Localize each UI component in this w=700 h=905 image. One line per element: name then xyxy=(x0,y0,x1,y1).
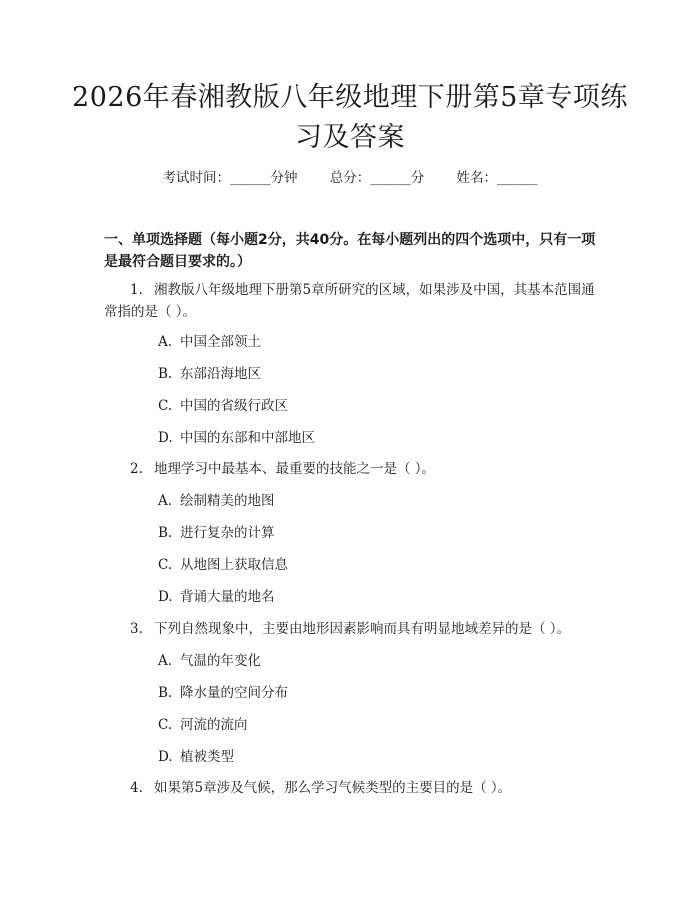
option-text: 气温的年变化 xyxy=(180,653,261,669)
option-letter: A. xyxy=(158,653,173,669)
option-text: 中国的东部和中部地区 xyxy=(180,430,315,446)
total-score: 总分：______分 xyxy=(329,170,425,186)
section-heading: 一、单项选择题（每小题2分，共40分。在每小题列出的四个选项中，只有一项是最符合题目要求的。） xyxy=(104,232,596,270)
option-1d xyxy=(158,428,315,448)
option-text: 东部沿海地区 xyxy=(180,366,261,382)
option-2a xyxy=(158,491,275,511)
option-letter: D. xyxy=(158,749,173,765)
exam-info xyxy=(0,168,700,188)
page-title: 2026年春湘教版八年级地理下册第5章专项练习及答案 xyxy=(72,82,628,153)
question-4 xyxy=(104,777,604,799)
question-number: 2. xyxy=(130,461,143,477)
option-3b xyxy=(158,683,288,703)
option-text: 中国的省级行政区 xyxy=(180,398,288,414)
option-letter: B. xyxy=(158,525,173,541)
question-number: 4. xyxy=(130,780,143,796)
option-3c xyxy=(158,715,248,735)
student-name: 姓名：______ xyxy=(456,170,538,186)
option-1a xyxy=(158,332,261,352)
option-letter: B. xyxy=(158,366,173,382)
option-letter: A. xyxy=(158,493,173,509)
option-2b xyxy=(158,523,275,543)
option-1b xyxy=(158,364,261,384)
question-1 xyxy=(104,279,604,323)
question-text: 下列自然现象中，主要由地形因素影响而具有明显地域差异的是（ ）。 xyxy=(154,621,571,637)
question-number: 3. xyxy=(130,621,143,637)
option-text: 河流的流向 xyxy=(180,717,248,733)
question-number: 1. xyxy=(130,282,143,298)
option-text: 降水量的空间分布 xyxy=(180,685,288,701)
exam-time: 考试时间：______分钟 xyxy=(162,170,298,186)
option-3d xyxy=(158,747,234,767)
option-text: 从地图上获取信息 xyxy=(180,557,288,573)
option-letter: B. xyxy=(158,685,173,701)
question-text: 地理学习中最基本、最重要的技能之一是（ ）。 xyxy=(154,461,436,477)
option-1c xyxy=(158,396,288,416)
option-letter: D. xyxy=(158,430,173,446)
option-letter: C. xyxy=(158,717,173,733)
option-text: 进行复杂的计算 xyxy=(180,525,275,541)
option-letter: C. xyxy=(158,398,173,414)
option-text: 植被类型 xyxy=(180,749,234,765)
option-text: 中国全部领土 xyxy=(180,334,261,350)
option-letter: A. xyxy=(158,334,173,350)
question-2 xyxy=(104,458,604,480)
option-letter: C. xyxy=(158,557,173,573)
option-2d xyxy=(158,587,275,607)
question-text: 湘教版八年级地理下册第5章所研究的区域，如果涉及中国，其基本范围通常指的是（ ）。 xyxy=(104,282,595,320)
option-3a xyxy=(158,651,261,671)
option-2c xyxy=(158,555,288,575)
question-text: 如果第5章涉及气候，那么学习气候类型的主要目的是（ ）。 xyxy=(154,780,512,796)
option-letter: D. xyxy=(158,589,173,605)
option-text: 背诵大量的地名 xyxy=(180,589,275,605)
question-3 xyxy=(104,618,604,640)
option-text: 绘制精美的地图 xyxy=(180,493,275,509)
